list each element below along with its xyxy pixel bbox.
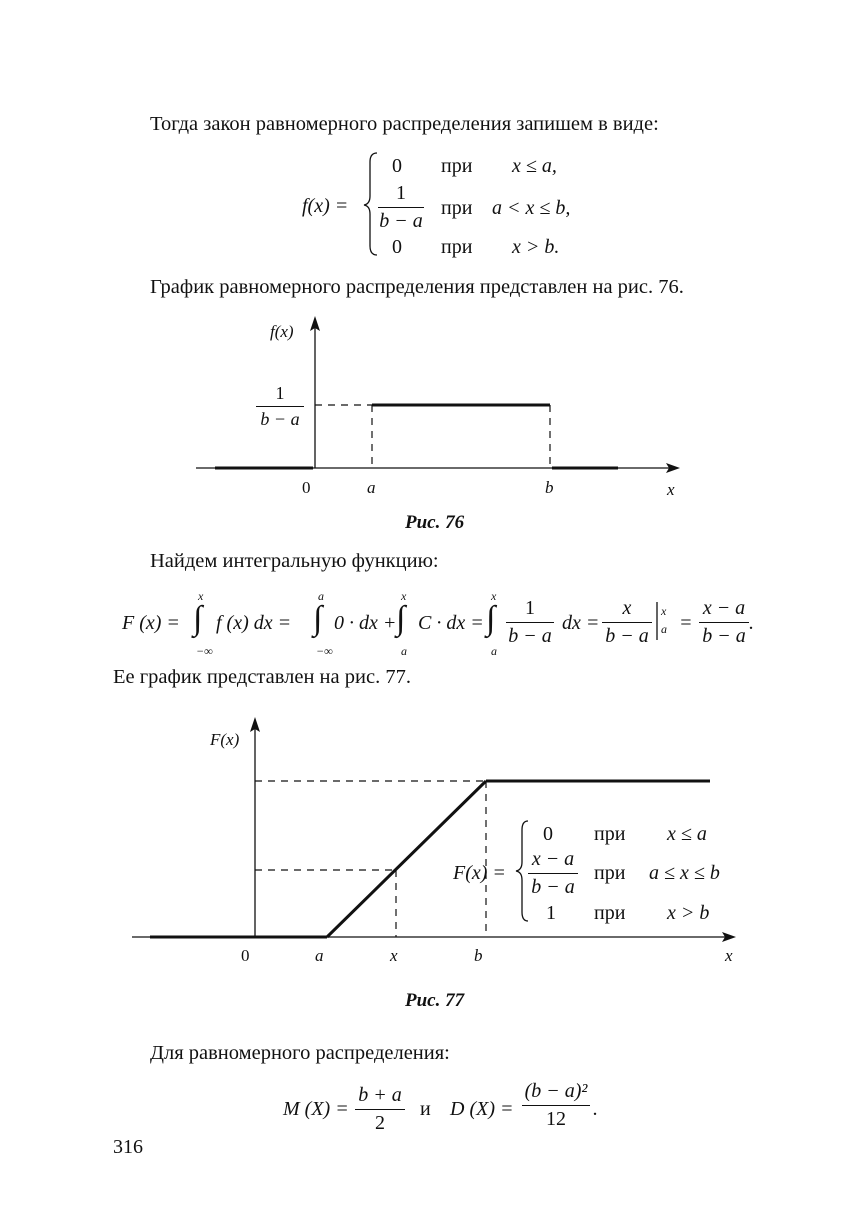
pdf-row1-word: при xyxy=(441,155,473,177)
int3-lower: a xyxy=(401,644,407,658)
fig77-brace xyxy=(516,821,528,921)
cdf-row2-fraction xyxy=(528,848,578,899)
intro-text: Тогда закон равномерного распределения запишем в виде: xyxy=(150,113,659,135)
int-eq: = xyxy=(679,612,693,634)
fig77-x-label: x xyxy=(725,946,733,965)
d-num: (b − a)² xyxy=(524,1080,588,1102)
int3-sign: ∫ xyxy=(396,600,406,637)
fig76-origin: 0 xyxy=(302,478,311,497)
int-frac2-den: b − a xyxy=(605,625,649,647)
m-fraction xyxy=(355,1084,405,1135)
pdf-row3-word: при xyxy=(441,236,473,258)
cdf-row2-word: при xyxy=(594,862,626,884)
cdf-row2-num: x − a xyxy=(531,848,575,870)
int1-lower: −∞ xyxy=(196,644,213,658)
cdf-row2-den: b − a xyxy=(531,876,575,898)
m-lhs: M (X) = xyxy=(283,1098,349,1120)
fig77-y-label: F(x) xyxy=(210,730,240,749)
int-frac2-num: x xyxy=(622,597,632,619)
cdf-row2-cond: a ≤ x ≤ b xyxy=(649,862,720,884)
int4-sign: ∫ xyxy=(486,600,496,637)
pdf-row3-value: 0 xyxy=(392,236,402,258)
fig77-origin: 0 xyxy=(241,946,250,965)
int4-lower: a xyxy=(491,644,497,658)
graph-ref-text: График равномерного распределения представлен на рис. 76. xyxy=(150,276,684,298)
int4-upper: x xyxy=(491,589,497,603)
d-den: 12 xyxy=(546,1108,566,1130)
m-num: b + a xyxy=(358,1084,402,1106)
int-eval-upper: x xyxy=(661,604,667,618)
pdf-row1-value: 0 xyxy=(392,155,402,177)
cdf-row3-value: 1 xyxy=(546,902,556,924)
int3-upper: x xyxy=(401,589,407,603)
int-frac3-den: b − a xyxy=(702,625,746,647)
pdf-row1-cond: x ≤ a, xyxy=(512,155,557,177)
cdf-row3-cond: x > b xyxy=(667,902,710,924)
pdf-row2-num: 1 xyxy=(396,182,406,204)
fig76-caption: Рис. 76 xyxy=(405,512,465,533)
d-fraction xyxy=(522,1080,590,1131)
int2-sign: ∫ xyxy=(313,600,323,637)
int-frac3-num: x − a xyxy=(702,597,746,619)
fig77-tick-b: b xyxy=(474,946,483,965)
fig77-tick-x: x xyxy=(390,946,398,965)
int-frac1-num: 1 xyxy=(525,597,535,619)
pdf-row2-cond: a < x ≤ b, xyxy=(492,197,571,219)
int3-body: C · dx = xyxy=(418,612,484,634)
m-den: 2 xyxy=(375,1112,385,1134)
d-end: . xyxy=(593,1098,598,1120)
fig76-tick-a: a xyxy=(367,478,376,497)
int1-sign: ∫ xyxy=(193,600,203,637)
cdf-lhs: F(x) = xyxy=(453,862,506,884)
fig76-y-label: f(x) xyxy=(270,322,294,341)
fig77-caption: Рис. 77 xyxy=(405,990,465,1011)
fig77-tick-a: a xyxy=(315,946,324,965)
find-integral-text: Найдем интегральную функцию: xyxy=(150,550,439,572)
fig76-level-den: b − a xyxy=(260,409,300,429)
and-word: и xyxy=(420,1098,431,1120)
cdf-row1-word: при xyxy=(594,823,626,845)
graph-ref2-text: Ее график представлен на рис. 77. xyxy=(113,666,411,688)
int2-upper: a xyxy=(318,589,324,603)
int-dx: dx = xyxy=(562,612,600,634)
integral-lhs: F (x) = xyxy=(122,612,180,634)
fig76-x-label: x xyxy=(667,480,675,499)
int-end: . xyxy=(749,612,754,634)
cdf-row1-cond: x ≤ a xyxy=(667,823,707,845)
for-uniform-text: Для равномерного распределения: xyxy=(150,1042,450,1064)
cdf-row1-value: 0 xyxy=(543,823,553,845)
pdf-row2-den: b − a xyxy=(379,210,423,232)
int2-lower: −∞ xyxy=(316,644,333,658)
fig76-tick-b: b xyxy=(545,478,554,497)
int-frac1-den: b − a xyxy=(508,625,552,647)
int2-body: 0 · dx + xyxy=(334,612,397,634)
int1-upper: x xyxy=(198,589,204,603)
cdf-row3-word: при xyxy=(594,902,626,924)
d-lhs: D (X) = xyxy=(450,1098,514,1120)
pdf-row3-cond: x > b. xyxy=(512,236,560,258)
pdf-lhs: f(x) = xyxy=(302,195,349,217)
int-eval-lower: a xyxy=(661,622,667,636)
fig76-level-num: 1 xyxy=(275,383,285,403)
int1-body: f (x) dx = xyxy=(216,612,292,634)
page-number: 316 xyxy=(113,1136,143,1158)
pdf-row2-word: при xyxy=(441,197,473,219)
fig77-ramp xyxy=(327,781,486,937)
